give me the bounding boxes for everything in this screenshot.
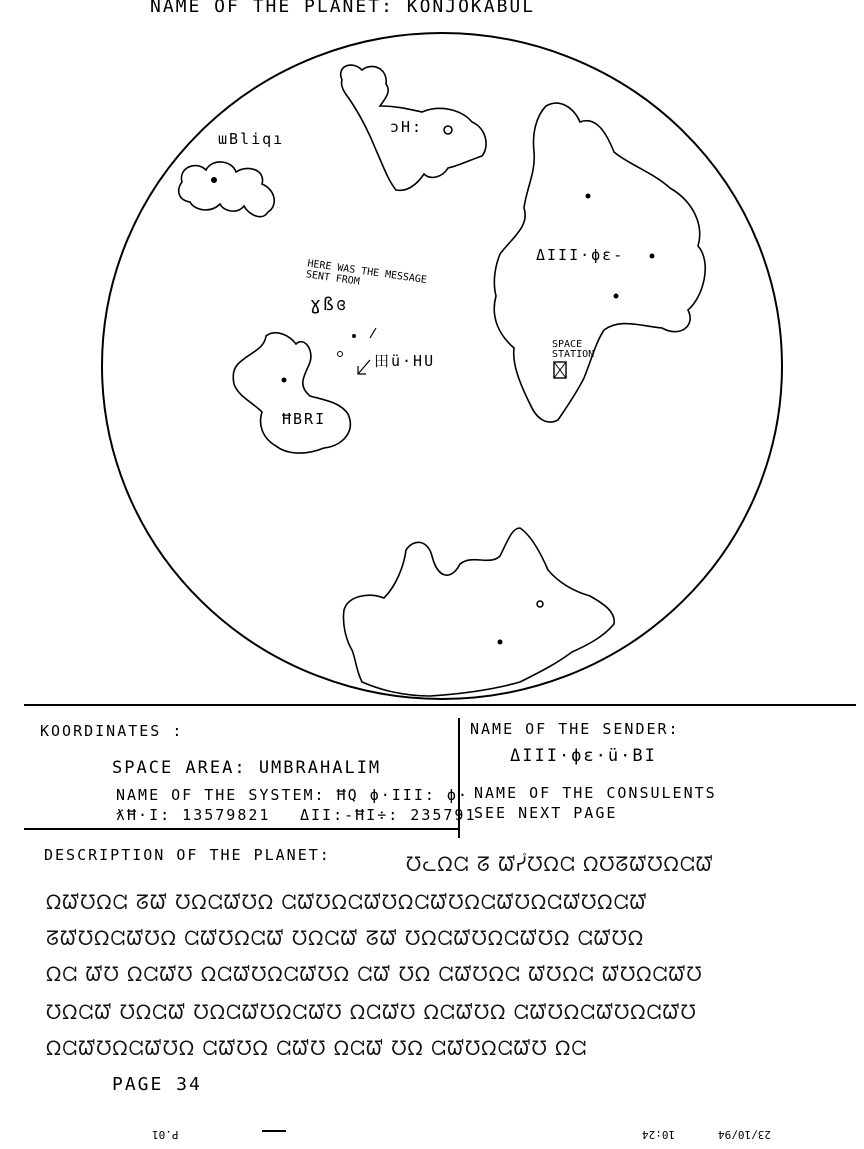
map-label-left: ĦBRI xyxy=(282,410,327,428)
map-label-space-station: SPACE STATION xyxy=(552,339,595,360)
continent-top-left xyxy=(179,162,275,217)
info-box-bottom-rule xyxy=(24,828,460,830)
map-label-right: ΔIII·ϕɛ- xyxy=(536,246,625,264)
fax-footer-time: 10:24 xyxy=(642,1128,676,1141)
description-line: ᘮᘯᘳᘺ ᘮᘯᘳᘺ ᘮᘯᘳᘺᘮᘯᘳᘺᘮ ᘯᘳᘺᘮ ᘯᘳᘺᘮᘯ ᘳᘺᘮᘯᘳᘺᘮᘯᘳᘺᘮ xyxy=(46,1000,697,1024)
fax-footer-page: P.01 xyxy=(152,1128,179,1141)
fax-footer-date: 23/10/94 xyxy=(718,1128,771,1141)
description-heading: DESCRIPTION OF THE PLANET: xyxy=(44,846,331,864)
coordinates-space-area: SPACE AREA: UMBRAHALIM xyxy=(112,758,382,778)
continent-bottom xyxy=(343,528,614,696)
map-label-pointer: 田ü·HU xyxy=(374,352,436,370)
description-line: ᘯᘳ ᘺᘮ ᘯᘳᘺᘮ ᘯᘳᘺᘮᘯᘳᘺᘮᘯ ᘳᘺ ᘮᘯ ᘳᘺᘮᘯᘳ ᘺᘮᘯᘳ ᘺᘮᘯᘳᘺᘮ xyxy=(46,962,703,986)
map-label-top-center: ɔH: xyxy=(390,118,424,136)
sender-name: ΔIII·ϕɛ·ü·BI xyxy=(510,746,657,766)
planet-outline xyxy=(102,33,782,699)
description-line: ᘯᘳᘺᘮᘯᘳᘺᘮᘯ ᘳᘺᘮᘯ ᘳᘺᘮ ᘯᘳᘺ ᘮᘯ ᘳᘺᘮᘯᘳᘺᘮ ᘯᘳ xyxy=(46,1036,588,1060)
description-line: ᘔᘺᘮᘯᘳᘺᘮᘯ ᘳᘺᘮᘯᘳᘺ ᘮᘯᘳᘺ ᘔᘺ ᘮᘯᘳᘺᘮᘯᘳᘺᘮᘯ ᘳᘺᘮᘯ xyxy=(46,926,645,950)
consulents-heading: NAME OF THE CONSULENTS xyxy=(474,784,717,802)
map-label-message-note: HERE WAS THE MESSAGE SENT FROM xyxy=(305,258,428,288)
planet-name-heading: NAME OF THE PLANET: KONJOKABUL xyxy=(150,0,536,17)
coordinates-system: NAME OF THE SYSTEM: ĦQ ϕ·III: ϕ· xyxy=(116,786,469,804)
description-line: ᘯᘺᘮᘯᘳ ᘔᘺ ᘮᘯᘳᘺᘮᘯ ᘳᘺᘮᘯᘳᘺᘮᘯᘳᘺᘮᘯᘳᘺᘮᘯᘳᘺᘮᘯᘳᘺ xyxy=(46,890,648,914)
description-line: ᘮᓚᘯᘳ ᘔ ᘺᓮᘮᘯᘳ ᘯᘮᘔᘺᘮᘯᘳᘺ xyxy=(406,852,714,876)
sender-heading: NAME OF THE SENDER: xyxy=(470,720,680,738)
continent-left xyxy=(233,333,350,453)
map-label-center-symbols: ɣßɞ xyxy=(310,294,349,315)
map-label-top-left: ɯBliqı xyxy=(218,130,285,148)
coordinates-numbers-right: ΔII:-ĦI÷: 235791 xyxy=(300,806,477,824)
fax-footer-mark xyxy=(262,1130,286,1132)
coordinates-heading: KOORDINATES : xyxy=(40,722,184,740)
info-box-top-rule xyxy=(24,704,856,706)
page-label: PAGE 34 xyxy=(112,1074,202,1095)
consulents-note: SEE NEXT PAGE xyxy=(474,804,618,822)
coordinates-numbers-left: ƛĦ·I: 13579821 xyxy=(116,806,271,824)
